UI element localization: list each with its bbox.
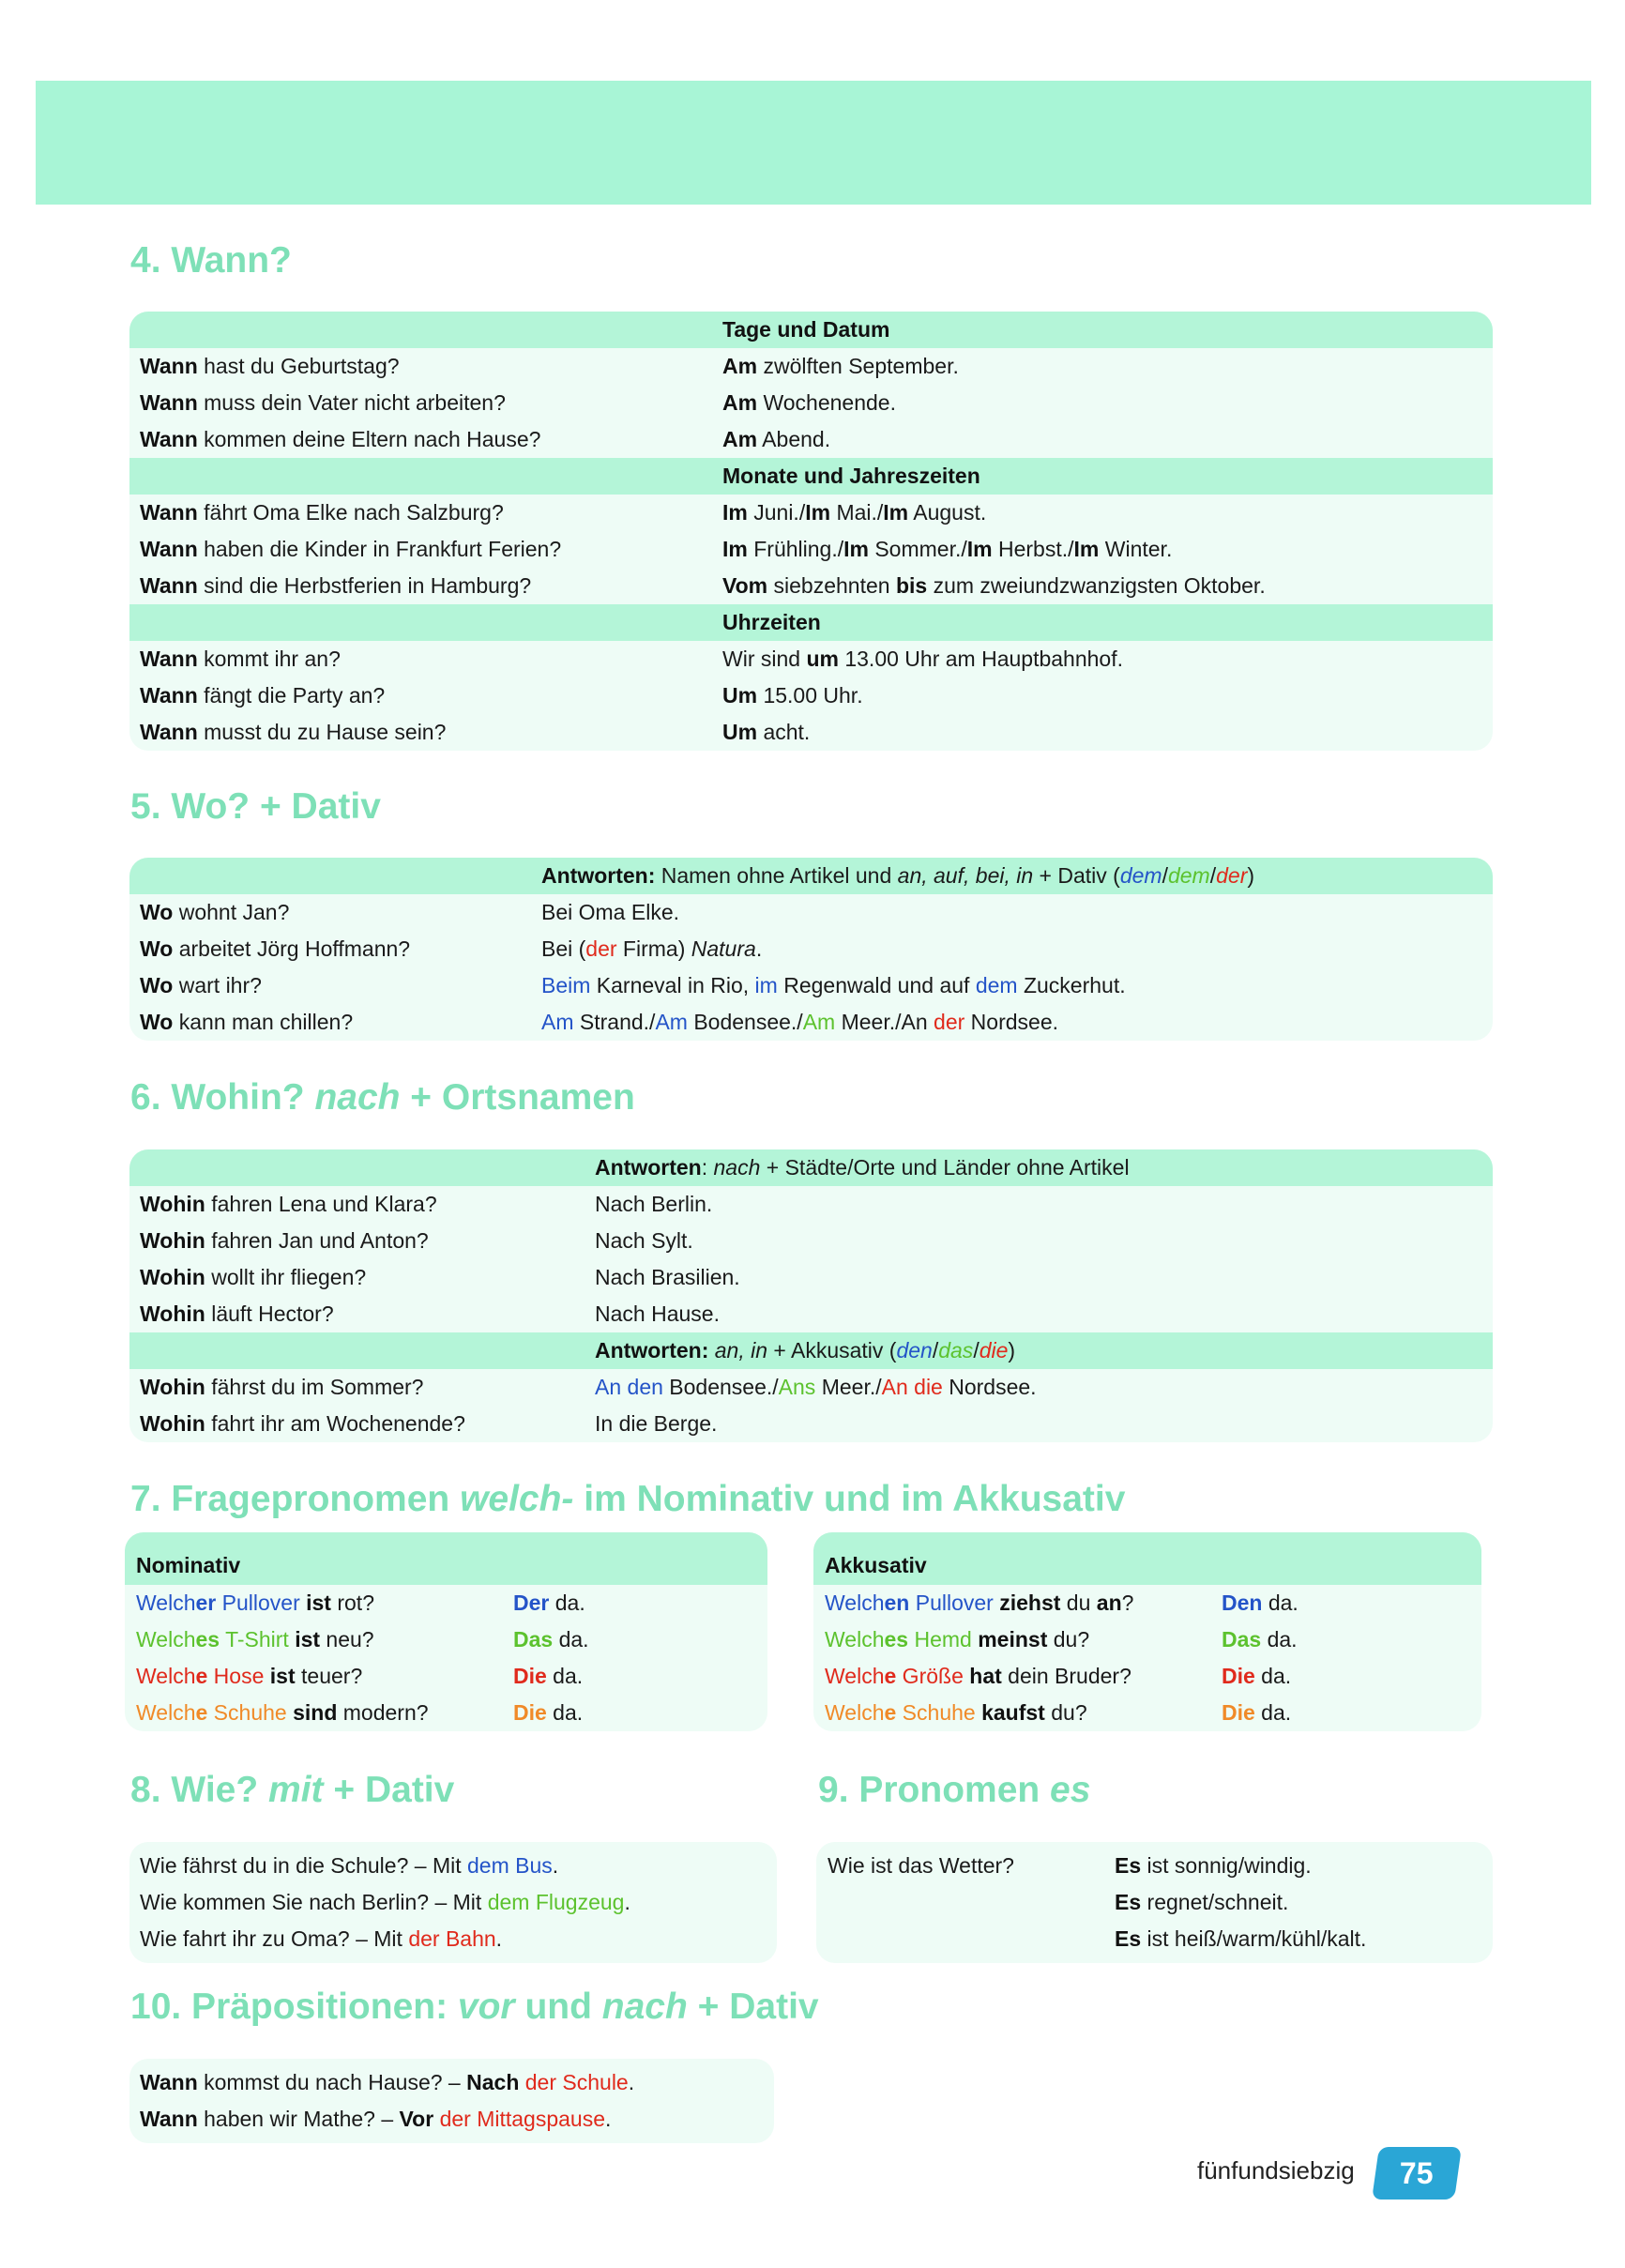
- table-row: Wie fährst du in die Schule? – Mit dem Bus.: [140, 1853, 559, 1878]
- table-row: Wann hast du Geburtstag? Am zwölften September.: [140, 354, 959, 378]
- section-5-table: [129, 858, 1493, 1041]
- table-row: Wann musst du zu Hause sein? Um acht.: [140, 720, 811, 744]
- table-row: Wann sind die Herbstferien in Hamburg? Vom siebzehnten bis zum zweiundzwanzigsten Oktober.: [140, 573, 1266, 598]
- table-row: Welchen Pullover ziehst du an? Den da.: [825, 1591, 1298, 1615]
- table-header: Monate und Jahreszeiten: [129, 458, 1493, 495]
- table-row: Wo wohnt Jan? Bei Oma Elke.: [140, 900, 679, 924]
- section-10-title: 10. Präpositionen: vor und nach + Dativ: [130, 1986, 819, 2027]
- table-row: Welche Schuhe kaufst du? Die da.: [825, 1700, 1292, 1725]
- page-word: fünfundsiebzig: [1197, 2156, 1355, 2184]
- section-9-title: 9. Pronomen es: [818, 1770, 1091, 1810]
- section-9-table: [816, 1842, 1493, 1963]
- section-4-title: 4. Wann?: [130, 240, 292, 281]
- table-row: Wann muss dein Vater nicht arbeiten? Am Wochenende.: [140, 390, 896, 415]
- section-7-title: 7. Fragepronomen welch- im Nominativ und im Akkusativ: [130, 1479, 1126, 1519]
- table-row: Wann kommt ihr an? Wir sind um 13.00 Uhr am Hauptbahnhof.: [140, 647, 1123, 671]
- table-row: Wo wart ihr? Beim Karneval in Rio, im Regenwald und auf dem Zuckerhut.: [140, 973, 1126, 997]
- table-row: Wohin fahren Lena und Klara? Nach Berlin.: [140, 1192, 713, 1216]
- table-header: Nominativ: [125, 1532, 767, 1585]
- section-8-title: 8. Wie? mit + Dativ: [130, 1770, 455, 1810]
- table-row: Wohin fahren Jan und Anton? Nach Sylt.: [140, 1228, 693, 1253]
- table-row: Wohin fährst du im Sommer? An den Bodensee./Ans Meer./An die Nordsee.: [140, 1375, 1037, 1399]
- akkusativ-table: [813, 1532, 1481, 1731]
- table-row: Welches T-Shirt ist neu? Das da.: [136, 1627, 589, 1652]
- table-row: Es ist heiß/warm/kühl/kalt.: [1115, 1926, 1367, 1951]
- table-header: Antworten: Namen ohne Artikel und an, auf, bei, in + Dativ (dem/dem/der): [129, 858, 1493, 894]
- table-row: Wann fängt die Party an? Um 15.00 Uhr.: [140, 683, 863, 708]
- table-row: Welches Hemd meinst du? Das da.: [825, 1627, 1298, 1652]
- table-row: Wie ist das Wetter? Es ist sonnig/windig.: [828, 1853, 1312, 1878]
- section-5-title: 5. Wo? + Dativ: [130, 786, 381, 827]
- table-header: Antworten: nach + Städte/Orte und Länder ohne Artikel: [129, 1149, 1493, 1186]
- table-header: Antworten: an, in + Akkusativ (den/das/die): [129, 1332, 1493, 1369]
- section-8-table: [129, 1842, 777, 1963]
- table-row: Wann kommen deine Eltern nach Hause? Am Abend.: [140, 427, 831, 451]
- table-row: Wohin fahrt ihr am Wochenende? In die Berge.: [140, 1411, 718, 1436]
- table-row: Wann haben die Kinder in Frankfurt Ferien? Im Frühling./Im Sommer./Im Herbst./Im Winter.: [140, 537, 1173, 561]
- table-row: Wo kann man chillen? Am Strand./Am Bodensee./Am Meer./An der Nordsee.: [140, 1010, 1058, 1034]
- table-row: Welcher Pullover ist rot? Der da.: [136, 1591, 585, 1615]
- nominativ-table: [125, 1532, 767, 1731]
- page-number: 75: [1400, 2155, 1434, 2190]
- header-band: [36, 81, 1591, 205]
- page-number-badge: [1372, 2147, 1462, 2200]
- table-header: Uhrzeiten: [129, 604, 1493, 641]
- table-row: Wann haben wir Mathe? – Vor der Mittagspause.: [140, 2107, 612, 2131]
- section-6-title: 6. Wohin? nach + Ortsnamen: [130, 1077, 635, 1118]
- table-row: Es regnet/schneit.: [1115, 1890, 1289, 1914]
- table-row: Wohin läuft Hector? Nach Hause.: [140, 1301, 720, 1326]
- table-row: Wie kommen Sie nach Berlin? – Mit dem Flugzeug.: [140, 1890, 630, 1914]
- section-4-table: [129, 312, 1493, 751]
- table-header: Tage und Datum: [129, 312, 1493, 348]
- section-6-table: [129, 1149, 1493, 1442]
- table-row: Wo arbeitet Jörg Hoffmann? Bei (der Firma) Natura.: [140, 936, 763, 961]
- table-row: Wohin wollt ihr fliegen? Nach Brasilien.: [140, 1265, 740, 1289]
- table-row: Wann fährt Oma Elke nach Salzburg? Im Juni./Im Mai./Im August.: [140, 500, 987, 525]
- table-row: Wie fahrt ihr zu Oma? – Mit der Bahn.: [140, 1926, 503, 1951]
- table-row: Welche Schuhe sind modern? Die da.: [136, 1700, 584, 1725]
- table-header: Akkusativ: [813, 1532, 1481, 1585]
- table-row: Welche Größe hat dein Bruder? Die da.: [825, 1664, 1292, 1688]
- section-10-table: [129, 2059, 774, 2143]
- table-row: Wann kommst du nach Hause? – Nach der Schule.: [140, 2070, 635, 2094]
- table-row: Welche Hose ist teuer? Die da.: [136, 1664, 584, 1688]
